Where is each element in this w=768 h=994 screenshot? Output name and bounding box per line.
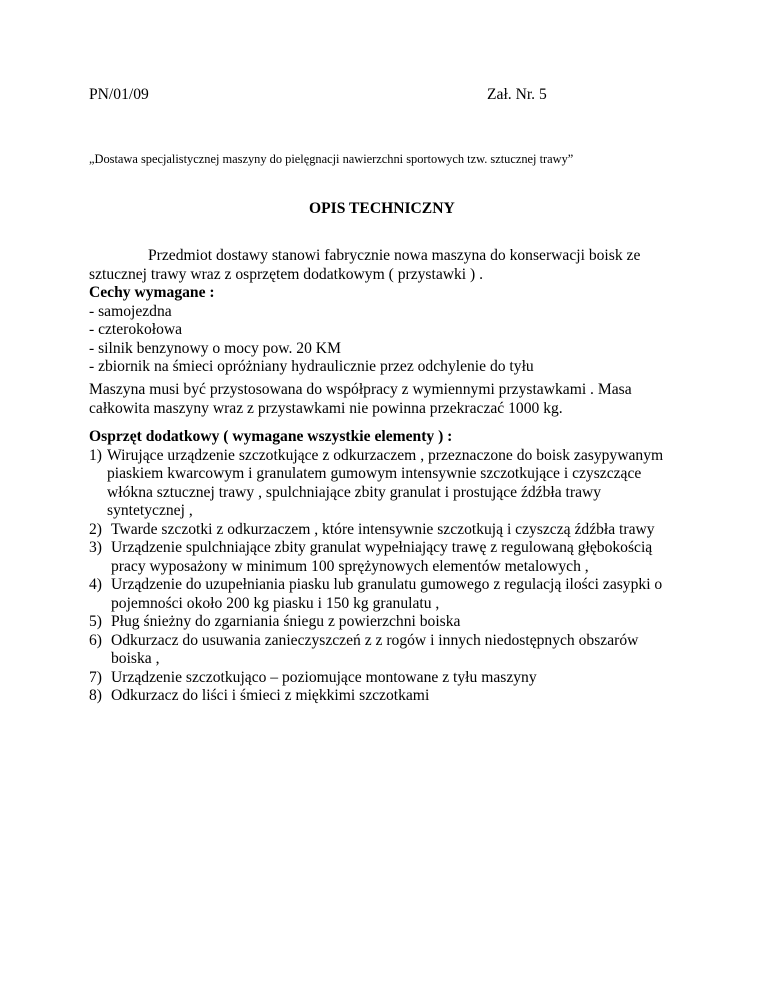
equipment-item: [89, 576, 699, 613]
equipment-item-text: Pług śnieżny do zgarniania śniegu z powierzchni boiska: [111, 613, 461, 630]
intro-line: Przedmiot dostawy stanowi fabrycznie nowa maszyna do konserwacji boisk ze: [148, 247, 641, 264]
intro-line: sztucznej trawy wraz z osprzętem dodatkowym ( przystawki ) .: [89, 265, 484, 283]
equipment-item-text: Wirujące urządzenie szczotkujące z odkurzaczem , przeznaczone do boisk zasypywanym: [107, 446, 664, 464]
compatibility-line: całkowita maszyny wraz z przystawkami nie powinna przekraczać 1000 kg.: [89, 399, 563, 417]
equipment-item-text: piaskiem kwarcowym i granulatem gumowym intensywnie szczotkujące i czyszczące: [107, 465, 642, 482]
equipment-section: [89, 428, 699, 706]
equipment-item-text: pracy wyposażony w minimum 100 sprężynowych elementów metalowych ,: [111, 557, 589, 575]
equipment-item-text: boiska ,: [111, 650, 160, 667]
equipment-item-text: Urządzenie spulchniające zbity granulat wypełniający trawę z regulowaną głębokością: [111, 539, 653, 556]
attachment-number: Zał. Nr. 5: [487, 86, 547, 103]
document-number: PN/01/09: [89, 86, 149, 103]
equipment-item: [89, 632, 699, 669]
equipment-item: [89, 669, 699, 688]
equipment-item-text: Odkurzacz do liści i śmieci z miękkimi szczotkami: [111, 687, 430, 704]
equipment-item: [89, 521, 699, 540]
feature-item: - silnik benzynowy o mocy pow. 20 KM: [89, 339, 341, 357]
subject-line: „Dostawa specjalistycznej maszyny do pielęgnacji nawierzchni sportowych tzw. sztucznej trawy”: [89, 152, 574, 166]
equipment-item: [89, 687, 699, 706]
document-title: OPIS TECHNICZNY: [309, 200, 455, 217]
intro-paragraph: [89, 247, 699, 377]
equipment-item-number: 2): [89, 520, 102, 538]
equipment-item-text: Urządzenie szczotkująco – poziomujące montowane z tyłu maszyny: [111, 668, 537, 686]
feature-item: - samojezdna: [89, 302, 172, 320]
equipment-item-number: 6): [89, 631, 102, 649]
equipment-item-number: 8): [89, 687, 102, 704]
equipment-heading: Osprzęt dodatkowy ( wymagane wszystkie elementy ) :: [89, 428, 453, 445]
equipment-item-text: Urządzenie do uzupełniania piasku lub granulatu gumowego z regulacją ilości zasypki o: [111, 576, 663, 593]
equipment-item-text: włókna sztucznej trawy , spulchniające zbity granulat i prostujące źdźbła trawy: [107, 483, 602, 501]
equipment-item: [89, 447, 699, 521]
equipment-item-number: 3): [89, 539, 102, 556]
feature-item: - czterokołowa: [89, 321, 183, 338]
equipment-item-text: Odkurzacz do usuwania zanieczyszczeń z z rogów i innych niedostępnych obszarów: [111, 631, 639, 649]
equipment-item-number: 1): [89, 446, 102, 464]
equipment-item: [89, 539, 699, 576]
feature-item: - zbiornik na śmieci opróżniany hydraulicznie przez odchylenie do tyłu: [89, 358, 534, 375]
equipment-item: [89, 613, 699, 632]
compatibility-paragraph: [89, 381, 699, 418]
features-heading: Cechy wymagane :: [89, 284, 215, 301]
equipment-item-number: 5): [89, 613, 102, 630]
equipment-item-text: Twarde szczotki z odkurzaczem , które intensywnie szczotkują i czyszczą źdźbła trawy: [111, 520, 655, 538]
compatibility-line: Maszyna musi być przystosowana do współpracy z wymiennymi przystawkami . Masa: [89, 381, 632, 398]
equipment-item-number: 7): [89, 668, 102, 686]
equipment-item-number: 4): [89, 576, 102, 593]
equipment-item-text: syntetycznej ,: [107, 502, 193, 519]
equipment-item-text: pojemności około 200 kg piasku i 150 kg granulatu ,: [111, 594, 440, 612]
